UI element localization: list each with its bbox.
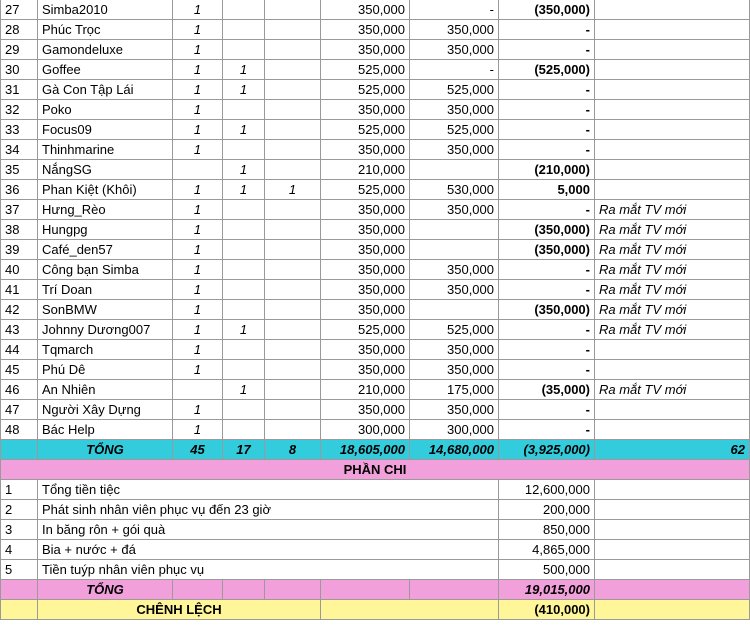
member-diff-cell[interactable]: - bbox=[499, 140, 595, 160]
member-no-cell[interactable]: 47 bbox=[0, 400, 38, 420]
member-c2-cell[interactable] bbox=[223, 200, 265, 220]
member-note-cell[interactable] bbox=[595, 160, 750, 180]
member-paid-cell[interactable]: 175,000 bbox=[410, 380, 499, 400]
member-diff-cell[interactable]: - bbox=[499, 400, 595, 420]
member-amount-cell[interactable]: 210,000 bbox=[321, 380, 410, 400]
member-diff-cell[interactable]: - bbox=[499, 360, 595, 380]
expense-no-cell[interactable]: 4 bbox=[0, 540, 38, 560]
member-amount-cell[interactable]: 525,000 bbox=[321, 120, 410, 140]
expense-amount-cell[interactable]: 850,000 bbox=[499, 520, 595, 540]
member-c2-cell[interactable]: 1 bbox=[223, 60, 265, 80]
member-c1-cell[interactable]: 1 bbox=[173, 140, 223, 160]
member-paid-cell[interactable]: - bbox=[410, 0, 499, 20]
member-name-cell[interactable]: Trí Doan bbox=[38, 280, 173, 300]
member-no-cell[interactable]: 42 bbox=[0, 300, 38, 320]
member-no-cell[interactable]: 31 bbox=[0, 80, 38, 100]
member-note-cell[interactable] bbox=[595, 340, 750, 360]
member-diff-cell[interactable]: - bbox=[499, 100, 595, 120]
member-diff-cell[interactable]: - bbox=[499, 40, 595, 60]
member-note-cell[interactable]: Ra mắt TV mới bbox=[595, 220, 750, 240]
member-c3-cell[interactable] bbox=[265, 220, 321, 240]
member-name-cell[interactable]: Phan Kiệt (Khôi) bbox=[38, 180, 173, 200]
member-no-cell[interactable]: 43 bbox=[0, 320, 38, 340]
member-c2-cell[interactable] bbox=[223, 400, 265, 420]
member-paid-cell[interactable]: 525,000 bbox=[410, 320, 499, 340]
member-c3-cell[interactable] bbox=[265, 100, 321, 120]
member-c2-cell[interactable]: 1 bbox=[223, 80, 265, 100]
member-name-cell[interactable]: Focus09 bbox=[38, 120, 173, 140]
member-c3-cell[interactable] bbox=[265, 0, 321, 20]
expense-amount-cell[interactable]: 4,865,000 bbox=[499, 540, 595, 560]
member-no-cell[interactable]: 37 bbox=[0, 200, 38, 220]
member-c3-cell[interactable] bbox=[265, 340, 321, 360]
member-name-cell[interactable]: Phú Dê bbox=[38, 360, 173, 380]
member-diff-cell[interactable]: - bbox=[499, 120, 595, 140]
member-paid-cell[interactable]: 350,000 bbox=[410, 40, 499, 60]
member-c2-cell[interactable] bbox=[223, 280, 265, 300]
member-c2-cell[interactable] bbox=[223, 420, 265, 440]
member-diff-cell[interactable]: (350,000) bbox=[499, 240, 595, 260]
member-diff-cell[interactable]: (350,000) bbox=[499, 300, 595, 320]
expense-total-paid-cell[interactable] bbox=[410, 580, 499, 600]
member-name-cell[interactable]: Poko bbox=[38, 100, 173, 120]
expense-no-cell[interactable]: 3 bbox=[0, 520, 38, 540]
member-amount-cell[interactable]: 350,000 bbox=[321, 220, 410, 240]
member-note-cell[interactable]: Ra mắt TV mới bbox=[595, 300, 750, 320]
member-paid-cell[interactable]: - bbox=[410, 60, 499, 80]
total-paid-cell[interactable]: 14,680,000 bbox=[410, 440, 499, 460]
member-amount-cell[interactable]: 350,000 bbox=[321, 200, 410, 220]
member-diff-cell[interactable]: (350,000) bbox=[499, 220, 595, 240]
member-name-cell[interactable]: SonBMW bbox=[38, 300, 173, 320]
expense-header[interactable]: PHẦN CHI bbox=[0, 460, 750, 480]
member-note-cell[interactable]: Ra mắt TV mới bbox=[595, 260, 750, 280]
expense-note-cell[interactable] bbox=[595, 480, 750, 500]
member-paid-cell[interactable] bbox=[410, 240, 499, 260]
member-c3-cell[interactable] bbox=[265, 300, 321, 320]
member-note-cell[interactable]: Ra mắt TV mới bbox=[595, 380, 750, 400]
member-c3-cell[interactable]: 1 bbox=[265, 180, 321, 200]
member-paid-cell[interactable]: 525,000 bbox=[410, 120, 499, 140]
member-diff-cell[interactable]: - bbox=[499, 340, 595, 360]
expense-total-c1-cell[interactable] bbox=[173, 580, 223, 600]
member-diff-cell[interactable]: - bbox=[499, 260, 595, 280]
expense-label-cell[interactable]: Bia + nước + đá bbox=[38, 540, 499, 560]
expense-total-diff-cell[interactable]: 19,015,000 bbox=[499, 580, 595, 600]
member-c3-cell[interactable] bbox=[265, 140, 321, 160]
member-c1-cell[interactable]: 1 bbox=[173, 240, 223, 260]
member-no-cell[interactable]: 41 bbox=[0, 280, 38, 300]
member-c3-cell[interactable] bbox=[265, 160, 321, 180]
member-c1-cell[interactable]: 1 bbox=[173, 120, 223, 140]
member-amount-cell[interactable]: 350,000 bbox=[321, 260, 410, 280]
expense-label-cell[interactable]: Tổng tiền tiệc bbox=[38, 480, 499, 500]
expense-label-cell[interactable]: Tiền tuýp nhân viên phục vụ bbox=[38, 560, 499, 580]
member-c1-cell[interactable]: 1 bbox=[173, 20, 223, 40]
balance-no-cell[interactable] bbox=[0, 600, 38, 620]
member-note-cell[interactable]: Ra mắt TV mới bbox=[595, 200, 750, 220]
member-c1-cell[interactable]: 1 bbox=[173, 320, 223, 340]
member-no-cell[interactable]: 33 bbox=[0, 120, 38, 140]
member-c2-cell[interactable] bbox=[223, 220, 265, 240]
member-paid-cell[interactable]: 350,000 bbox=[410, 400, 499, 420]
member-amount-cell[interactable]: 525,000 bbox=[321, 60, 410, 80]
member-amount-cell[interactable]: 350,000 bbox=[321, 40, 410, 60]
expense-label-cell[interactable]: In băng rôn + gói quà bbox=[38, 520, 499, 540]
member-note-cell[interactable] bbox=[595, 120, 750, 140]
member-amount-cell[interactable]: 350,000 bbox=[321, 100, 410, 120]
member-c2-cell[interactable]: 1 bbox=[223, 160, 265, 180]
member-name-cell[interactable]: Johnny Dương007 bbox=[38, 320, 173, 340]
expense-no-cell[interactable]: 1 bbox=[0, 480, 38, 500]
member-c3-cell[interactable] bbox=[265, 360, 321, 380]
member-c3-cell[interactable] bbox=[265, 260, 321, 280]
member-amount-cell[interactable]: 350,000 bbox=[321, 20, 410, 40]
member-no-cell[interactable]: 46 bbox=[0, 380, 38, 400]
member-c2-cell[interactable] bbox=[223, 40, 265, 60]
expense-no-cell[interactable]: 2 bbox=[0, 500, 38, 520]
member-note-cell[interactable] bbox=[595, 360, 750, 380]
member-paid-cell[interactable]: 300,000 bbox=[410, 420, 499, 440]
member-no-cell[interactable]: 32 bbox=[0, 100, 38, 120]
member-c1-cell[interactable]: 1 bbox=[173, 260, 223, 280]
member-c2-cell[interactable] bbox=[223, 300, 265, 320]
member-c3-cell[interactable] bbox=[265, 240, 321, 260]
member-note-cell[interactable]: Ra mắt TV mới bbox=[595, 280, 750, 300]
member-amount-cell[interactable]: 350,000 bbox=[321, 140, 410, 160]
member-no-cell[interactable]: 38 bbox=[0, 220, 38, 240]
member-name-cell[interactable]: Thinhmarine bbox=[38, 140, 173, 160]
member-name-cell[interactable]: Tqmarch bbox=[38, 340, 173, 360]
member-c1-cell[interactable]: 1 bbox=[173, 100, 223, 120]
member-c3-cell[interactable] bbox=[265, 380, 321, 400]
member-c1-cell[interactable]: 1 bbox=[173, 40, 223, 60]
member-diff-cell[interactable]: - bbox=[499, 200, 595, 220]
member-c3-cell[interactable] bbox=[265, 40, 321, 60]
member-name-cell[interactable]: Gà Con Tập Lái bbox=[38, 80, 173, 100]
expense-note-cell[interactable] bbox=[595, 540, 750, 560]
member-name-cell[interactable]: An Nhiên bbox=[38, 380, 173, 400]
member-c2-cell[interactable] bbox=[223, 140, 265, 160]
member-amount-cell[interactable]: 525,000 bbox=[321, 320, 410, 340]
member-c2-cell[interactable] bbox=[223, 100, 265, 120]
member-paid-cell[interactable]: 350,000 bbox=[410, 340, 499, 360]
member-c2-cell[interactable] bbox=[223, 20, 265, 40]
total-c1-cell[interactable]: 45 bbox=[173, 440, 223, 460]
member-diff-cell[interactable]: 5,000 bbox=[499, 180, 595, 200]
member-note-cell[interactable]: Ra mắt TV mới bbox=[595, 240, 750, 260]
expense-total-name-cell[interactable]: TỔNG bbox=[38, 580, 173, 600]
member-c3-cell[interactable] bbox=[265, 120, 321, 140]
member-paid-cell[interactable] bbox=[410, 220, 499, 240]
expense-total-note-cell[interactable] bbox=[595, 580, 750, 600]
member-c2-cell[interactable]: 1 bbox=[223, 120, 265, 140]
expense-note-cell[interactable] bbox=[595, 560, 750, 580]
member-c1-cell[interactable]: 1 bbox=[173, 60, 223, 80]
balance-blank-cell[interactable] bbox=[321, 600, 499, 620]
member-c1-cell[interactable] bbox=[173, 380, 223, 400]
member-c2-cell[interactable]: 1 bbox=[223, 320, 265, 340]
member-name-cell[interactable]: Café_den57 bbox=[38, 240, 173, 260]
member-c1-cell[interactable]: 1 bbox=[173, 180, 223, 200]
total-diff-cell[interactable]: (3,925,000) bbox=[499, 440, 595, 460]
member-no-cell[interactable]: 27 bbox=[0, 0, 38, 20]
member-paid-cell[interactable] bbox=[410, 300, 499, 320]
member-paid-cell[interactable]: 525,000 bbox=[410, 80, 499, 100]
member-amount-cell[interactable]: 350,000 bbox=[321, 240, 410, 260]
balance-label-cell[interactable]: CHÊNH LỆCH bbox=[38, 600, 321, 620]
member-diff-cell[interactable]: (210,000) bbox=[499, 160, 595, 180]
expense-total-amount-cell[interactable] bbox=[321, 580, 410, 600]
member-c1-cell[interactable]: 1 bbox=[173, 360, 223, 380]
member-diff-cell[interactable]: - bbox=[499, 320, 595, 340]
member-note-cell[interactable] bbox=[595, 0, 750, 20]
member-paid-cell[interactable]: 350,000 bbox=[410, 100, 499, 120]
member-name-cell[interactable]: Hungpg bbox=[38, 220, 173, 240]
member-c1-cell[interactable]: 1 bbox=[173, 280, 223, 300]
total-c3-cell[interactable]: 8 bbox=[265, 440, 321, 460]
expense-note-cell[interactable] bbox=[595, 520, 750, 540]
member-no-cell[interactable]: 34 bbox=[0, 140, 38, 160]
member-note-cell[interactable]: Ra mắt TV mới bbox=[595, 320, 750, 340]
member-no-cell[interactable]: 36 bbox=[0, 180, 38, 200]
member-name-cell[interactable]: Hưng_Rèo bbox=[38, 200, 173, 220]
member-amount-cell[interactable]: 350,000 bbox=[321, 280, 410, 300]
member-amount-cell[interactable]: 300,000 bbox=[321, 420, 410, 440]
expense-total-no-cell[interactable] bbox=[0, 580, 38, 600]
member-paid-cell[interactable]: 350,000 bbox=[410, 280, 499, 300]
member-c2-cell[interactable] bbox=[223, 260, 265, 280]
member-paid-cell[interactable]: 350,000 bbox=[410, 20, 499, 40]
expense-amount-cell[interactable]: 500,000 bbox=[499, 560, 595, 580]
member-paid-cell[interactable]: 350,000 bbox=[410, 360, 499, 380]
member-c3-cell[interactable] bbox=[265, 320, 321, 340]
member-name-cell[interactable]: Simba2010 bbox=[38, 0, 173, 20]
total-amount-cell[interactable]: 18,605,000 bbox=[321, 440, 410, 460]
member-c1-cell[interactable]: 1 bbox=[173, 200, 223, 220]
member-name-cell[interactable]: Goffee bbox=[38, 60, 173, 80]
member-note-cell[interactable] bbox=[595, 40, 750, 60]
member-amount-cell[interactable]: 350,000 bbox=[321, 300, 410, 320]
member-amount-cell[interactable]: 525,000 bbox=[321, 180, 410, 200]
expense-note-cell[interactable] bbox=[595, 500, 750, 520]
member-diff-cell[interactable]: - bbox=[499, 80, 595, 100]
member-paid-cell[interactable]: 530,000 bbox=[410, 180, 499, 200]
member-c1-cell[interactable]: 1 bbox=[173, 340, 223, 360]
member-diff-cell[interactable]: (35,000) bbox=[499, 380, 595, 400]
total-note-cell[interactable]: 62 bbox=[595, 440, 750, 460]
member-c3-cell[interactable] bbox=[265, 200, 321, 220]
member-c2-cell[interactable] bbox=[223, 240, 265, 260]
member-c2-cell[interactable]: 1 bbox=[223, 180, 265, 200]
member-amount-cell[interactable]: 350,000 bbox=[321, 340, 410, 360]
member-name-cell[interactable]: Bác Help bbox=[38, 420, 173, 440]
member-c3-cell[interactable] bbox=[265, 80, 321, 100]
member-diff-cell[interactable]: (350,000) bbox=[499, 0, 595, 20]
member-no-cell[interactable]: 30 bbox=[0, 60, 38, 80]
member-no-cell[interactable]: 29 bbox=[0, 40, 38, 60]
member-c1-cell[interactable] bbox=[173, 160, 223, 180]
member-note-cell[interactable] bbox=[595, 100, 750, 120]
member-c1-cell[interactable]: 1 bbox=[173, 80, 223, 100]
expense-total-c3-cell[interactable] bbox=[265, 580, 321, 600]
member-paid-cell[interactable] bbox=[410, 160, 499, 180]
member-no-cell[interactable]: 35 bbox=[0, 160, 38, 180]
member-note-cell[interactable] bbox=[595, 80, 750, 100]
member-no-cell[interactable]: 28 bbox=[0, 20, 38, 40]
member-amount-cell[interactable]: 350,000 bbox=[321, 360, 410, 380]
member-c2-cell[interactable]: 1 bbox=[223, 380, 265, 400]
member-no-cell[interactable]: 45 bbox=[0, 360, 38, 380]
member-amount-cell[interactable]: 350,000 bbox=[321, 400, 410, 420]
member-c3-cell[interactable] bbox=[265, 20, 321, 40]
member-name-cell[interactable]: NắngSG bbox=[38, 160, 173, 180]
member-note-cell[interactable] bbox=[595, 400, 750, 420]
member-name-cell[interactable]: Gamondeluxe bbox=[38, 40, 173, 60]
member-c1-cell[interactable]: 1 bbox=[173, 400, 223, 420]
member-amount-cell[interactable]: 210,000 bbox=[321, 160, 410, 180]
member-c3-cell[interactable] bbox=[265, 420, 321, 440]
member-c1-cell[interactable]: 1 bbox=[173, 220, 223, 240]
member-name-cell[interactable]: Người Xây Dựng bbox=[38, 400, 173, 420]
member-c3-cell[interactable] bbox=[265, 60, 321, 80]
member-c1-cell[interactable]: 1 bbox=[173, 0, 223, 20]
member-name-cell[interactable]: Công bạn Simba bbox=[38, 260, 173, 280]
member-c1-cell[interactable]: 1 bbox=[173, 300, 223, 320]
member-c2-cell[interactable] bbox=[223, 360, 265, 380]
member-c3-cell[interactable] bbox=[265, 400, 321, 420]
member-name-cell[interactable]: Phúc Trọc bbox=[38, 20, 173, 40]
member-no-cell[interactable]: 48 bbox=[0, 420, 38, 440]
expense-total-c2-cell[interactable] bbox=[223, 580, 265, 600]
member-c3-cell[interactable] bbox=[265, 280, 321, 300]
member-c2-cell[interactable] bbox=[223, 0, 265, 20]
expense-label-cell[interactable]: Phát sinh nhân viên phục vụ đến 23 giờ bbox=[38, 500, 499, 520]
total-no-cell[interactable] bbox=[0, 440, 38, 460]
member-note-cell[interactable] bbox=[595, 20, 750, 40]
member-c1-cell[interactable]: 1 bbox=[173, 420, 223, 440]
expense-amount-cell[interactable]: 200,000 bbox=[499, 500, 595, 520]
member-paid-cell[interactable]: 350,000 bbox=[410, 140, 499, 160]
total-name-cell[interactable]: TỔNG bbox=[38, 440, 173, 460]
member-diff-cell[interactable]: - bbox=[499, 420, 595, 440]
member-no-cell[interactable]: 39 bbox=[0, 240, 38, 260]
balance-amount-cell[interactable]: (410,000) bbox=[499, 600, 595, 620]
member-no-cell[interactable]: 40 bbox=[0, 260, 38, 280]
member-diff-cell[interactable]: - bbox=[499, 20, 595, 40]
member-note-cell[interactable] bbox=[595, 180, 750, 200]
member-amount-cell[interactable]: 350,000 bbox=[321, 0, 410, 20]
member-diff-cell[interactable]: - bbox=[499, 280, 595, 300]
expense-no-cell[interactable]: 5 bbox=[0, 560, 38, 580]
total-c2-cell[interactable]: 17 bbox=[223, 440, 265, 460]
member-paid-cell[interactable]: 350,000 bbox=[410, 200, 499, 220]
member-diff-cell[interactable]: (525,000) bbox=[499, 60, 595, 80]
member-paid-cell[interactable]: 350,000 bbox=[410, 260, 499, 280]
member-amount-cell[interactable]: 525,000 bbox=[321, 80, 410, 100]
member-note-cell[interactable] bbox=[595, 140, 750, 160]
member-note-cell[interactable] bbox=[595, 60, 750, 80]
balance-note-cell[interactable] bbox=[595, 600, 750, 620]
expense-amount-cell[interactable]: 12,600,000 bbox=[499, 480, 595, 500]
member-no-cell[interactable]: 44 bbox=[0, 340, 38, 360]
member-c2-cell[interactable] bbox=[223, 340, 265, 360]
member-note-cell[interactable] bbox=[595, 420, 750, 440]
